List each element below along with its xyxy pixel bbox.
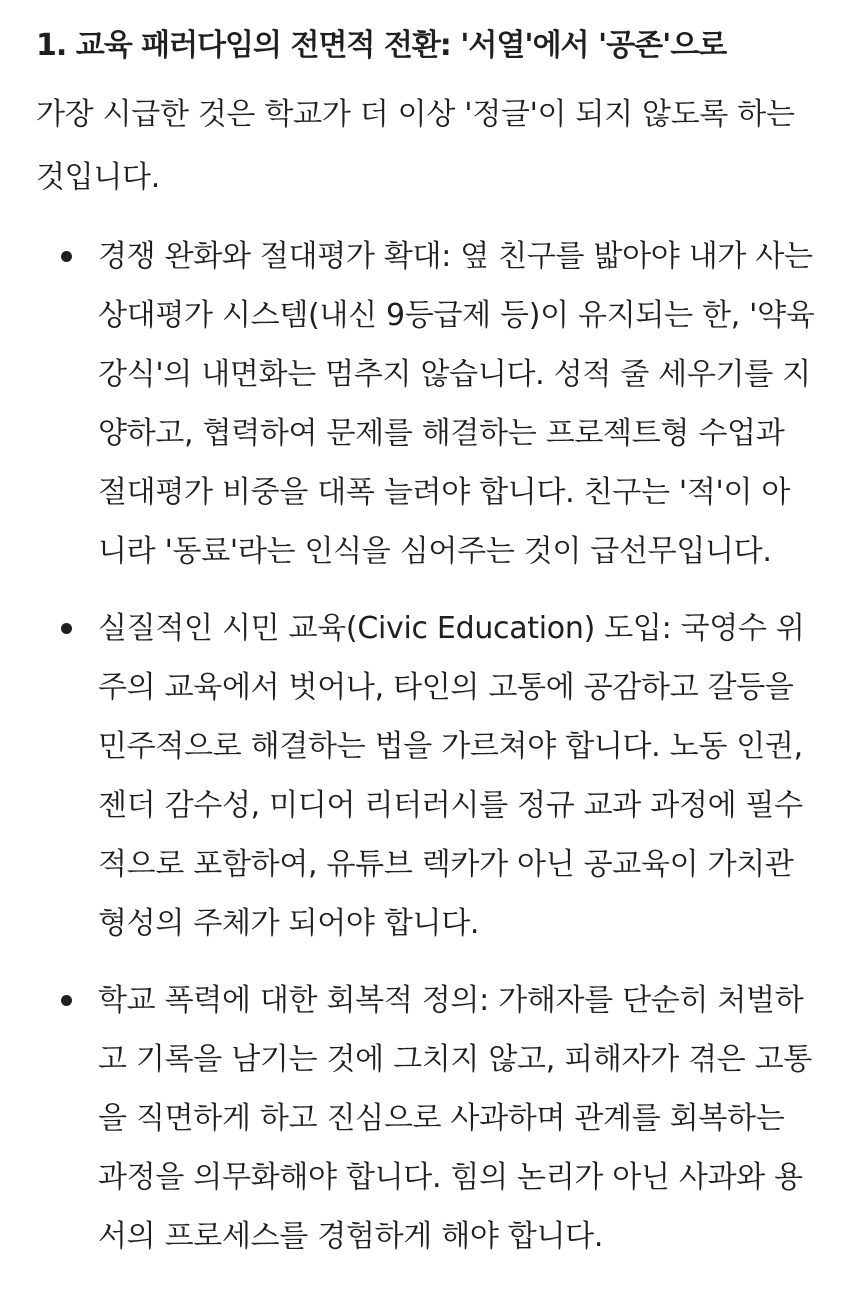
list-item: [36, 227, 818, 581]
intro-paragraph: 가장 시급한 것은 학교가 더 이상 '정글'이 되지 않도록 하는 것입니다.: [36, 97, 795, 195]
bullet-dot-icon: [61, 251, 72, 262]
bullet-text: 경쟁 완화와 절대평가 확대: 옆 친구를 밟아야 내가 사는 상대평가 시스템(내신 9등급제 등)이 유지되는 한, '약육강식'의 내면화는 멈추지 않습니다. 성적 줄 세우기를 지양하고, 협력하여 문제를 해결하는 프로젝트형 수업과 절대평가 비중을 대폭 늘려야 합니다. 친구는 '적'이 아니라 '동료'라는 인식을 심어주는 것이 급선무입니다.: [98, 239, 815, 569]
bullet-text: 학교 폭력에 대한 회복적 정의: 가해자를 단순히 처벌하고 기록을 남기는 것에 그치지 않고, 피해자가 겪은 고통을 직면하게 하고 진심으로 사과하며 관계를 회복하는 과정을 의무화해야 합니다. 힘의 논리가 아닌 사과와 용서의 프로세스를 경험하게 해야 합니다.: [98, 983, 813, 1254]
bullet-dot-icon: [61, 995, 72, 1006]
list-item: [36, 599, 818, 953]
section-heading: 1. 교육 패러다임의 전면적 전환: '서열'에서 '공존'으로: [36, 28, 727, 63]
bullet-list: [36, 227, 820, 1266]
bullet-text: 실질적인 시민 교육(Civic Education) 도입: 국영수 위주의 교육에서 벗어나, 타인의 고통에 공감하고 갈등을 민주적으로 해결하는 법을 가르쳐야 합니다. 노동 인권, 젠더 감수성, 미디어 리터러시를 정규 교과 과정에 필수적으로 포함하여, 유튜브 렉카가 아닌 공교육이 가치관 형성의 주체가 되어야 합니다.: [98, 611, 805, 941]
bullet-dot-icon: [61, 623, 72, 634]
list-item: [36, 971, 818, 1266]
